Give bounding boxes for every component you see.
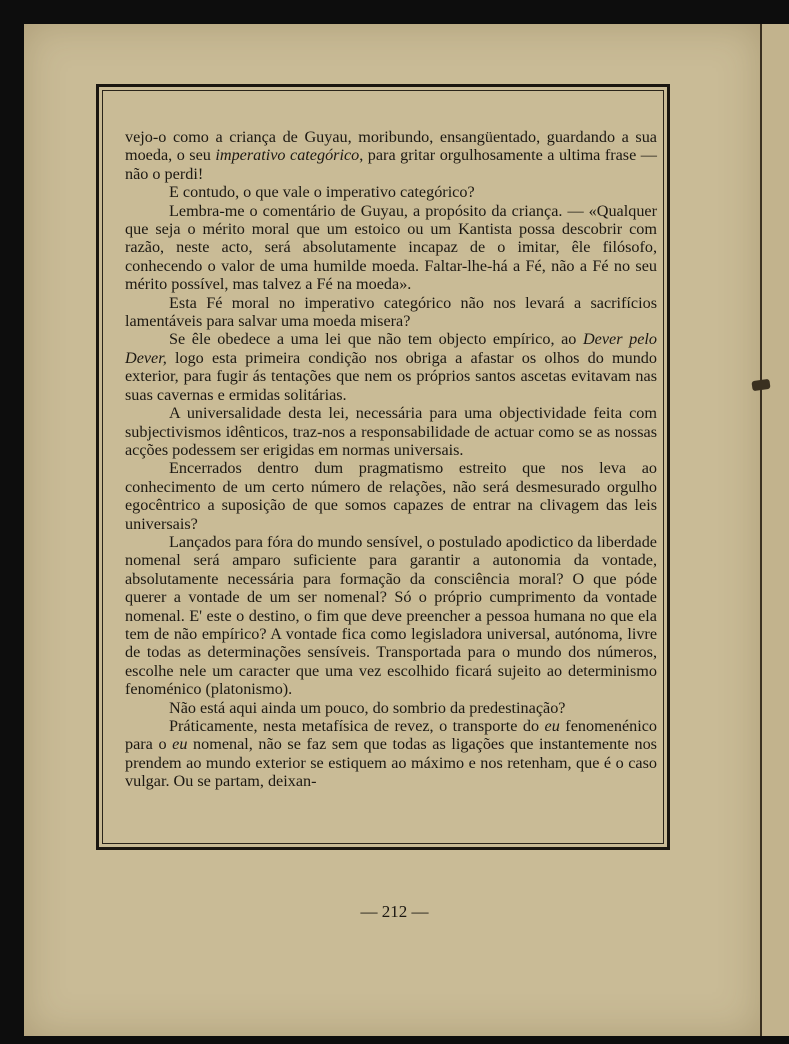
text-run: , para gritar orgulhosamente a ultima frase — não o perdi! (125, 146, 657, 183)
text-run: Encerrados dentro dum pragmatismo estreito que nos leva ao conhecimento de um certo número de relações, não será desmesurado orgulho egocêntrico a suposição de que somos capazes de entrar na clivagem das leis universais? (125, 459, 657, 533)
italic-text: eu (172, 735, 188, 754)
paragraph (125, 330, 657, 404)
text-run: vejo-o como a criança de Guyau, moribundo, ensangüentado, guardando a sua moeda, o seu (125, 128, 657, 165)
text-run: Lembra-me o comentário de Guyau, a propósito da criança. — «Qualquer que seja o mérito moral que um estoico ou um Kantista possa descobrir com razão, neste acto, será absolutamente incapaz de o imitar, êle filósofo, conhecendo o valor de uma humilde moeda. Faltar-lhe-há a Fé, não a Fé no seu mérito possível, mas talvez a Fé na moeda». (125, 201, 657, 294)
paragraph (125, 717, 657, 791)
facing-page-edge (760, 24, 789, 1036)
text-run: Práticamente, nesta metafísica de revez, o transporte do (169, 717, 545, 735)
paragraph (125, 202, 657, 294)
italic-text: Dever pelo Dever, (125, 330, 657, 367)
italic-text: eu (544, 717, 560, 735)
paragraph (125, 294, 657, 331)
paragraph (125, 533, 657, 699)
text-run: fenomenénico para o (125, 717, 657, 754)
text-run: logo esta primeira condição nos obriga a afastar os olhos do mundo exterior, para fugir ás tentações que nem os próprios santos ascetas evitavam nas suas cavernas e ermidas solitárias. (125, 348, 657, 404)
paragraph (125, 699, 657, 717)
text-run: Se êle obedece a uma lei que não tem objecto empírico, ao (169, 330, 583, 349)
text-run: Não está aqui ainda um pouco, do sombrio da predestinação? (169, 698, 566, 717)
text-run: nomenal, não se faz sem que todas as ligações que instantemente nos prendem ao mundo exterior se estiquem ao máximo e nos retenham, que é o caso vulgar. Ou se partam, deixan- (125, 735, 657, 791)
paragraph (125, 183, 657, 201)
text-run: A universalidade desta lei, necessária para uma objectividade feita com subjectivismos idênticos, traz-nos a responsabilidade de actuar como se as nossas acções podessem ser erigidas em normas universais. (125, 404, 657, 459)
italic-text: imperativo categórico (215, 146, 360, 165)
paragraph (125, 404, 657, 459)
text-run: Esta Fé moral no imperativo categórico não nos levará a sacrifícios lamentáveis para salvar uma moeda misera? (125, 293, 657, 331)
page-number: — 212 — (360, 902, 429, 921)
paragraph (125, 128, 657, 183)
body-text (125, 128, 657, 791)
text-run: E contudo, o que vale o imperativo categórico? (169, 183, 475, 202)
paragraph (125, 459, 657, 533)
text-run: Lançados para fóra do mundo sensível, o postulado apodictico da liberdade nomenal será amparo suficiente para garantir a autonomia da vontade, absolutamente necessária para formação da consciência moral? O que póde querer a vontade de um ser nomenal? Só o próprio cumprimento da vontade nomenal. E' este o destino, o fim que deve preencher a pessoa humana no que ela tem de não empírico? A vontade fica como legisladora universal, autónoma, livre de todas as determinações sensíveis. Transportada para o mundo dos números, escolhe nele um caracter que uma vez escolhido ficará sujeito ao determinismo fenoménico (platonismo). (125, 532, 657, 699)
